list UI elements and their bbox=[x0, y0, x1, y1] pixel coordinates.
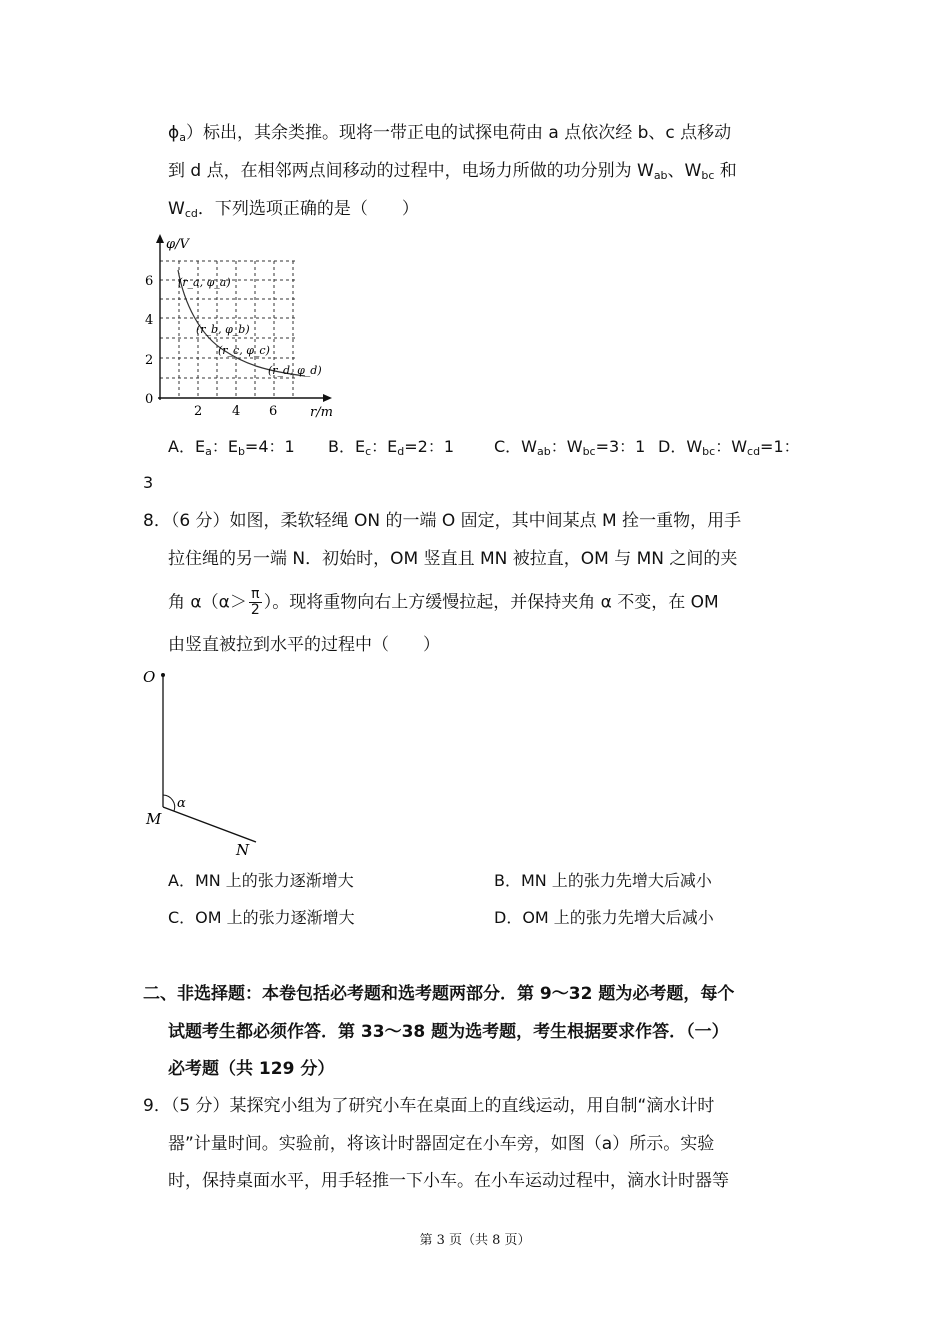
q8-option-d: D．OM 上的张力先增大后减小 bbox=[494, 908, 714, 927]
q9-line-1: 9．（5 分）某探究小组为了研究小车在桌面上的直线运动，用自制“滴水计时 bbox=[143, 1096, 715, 1116]
q8-option-b: B．MN 上的张力先增大后减小 bbox=[494, 871, 712, 890]
q8-option-c: C．OM 上的张力逐渐增大 bbox=[168, 908, 355, 927]
label-O: O bbox=[143, 668, 156, 686]
q8-line-2: 拉住绳的另一端 N．初始时，OM 竖直且 MN 被拉直，OM 与 MN 之间的夹 bbox=[168, 549, 738, 569]
x-axis-label: r/m bbox=[310, 405, 333, 420]
point-d-label: (r_d, φ_d) bbox=[268, 364, 322, 377]
q8-option-a: A．MN 上的张力逐渐增大 bbox=[168, 871, 354, 890]
x-tick-label: 2 bbox=[194, 404, 203, 419]
q7-option-a: A．$E_a$：$E_b=4$：1 bbox=[168, 437, 295, 458]
point-c-label: (r_c, φ_c) bbox=[218, 344, 270, 357]
y-tick-label: 0 bbox=[145, 392, 154, 407]
label-N: N bbox=[236, 841, 250, 859]
q7-line-3: $W_{cd}$．下列选项正确的是（ ） bbox=[168, 199, 419, 220]
q7-option-c: C．$W_{ab}$：$W_{bc}=3$：1 bbox=[494, 437, 646, 458]
section-2-line-3: 必考题（共 129 分） bbox=[168, 1059, 335, 1079]
section-2-line-2: 试题考生都必须作答．第 33～38 题为选考题，考生根据要求作答．（一） bbox=[168, 1022, 729, 1042]
x-axis-arrow bbox=[323, 394, 332, 402]
q9-line-3: 时，保持桌面水平，用手轻推一下小车。在小车运动过程中，滴水计时器等 bbox=[168, 1171, 729, 1191]
label-alpha: α bbox=[177, 796, 186, 811]
q8-line-3: 角 α（α＞ $\frac{\pi}{2}$ ）。现将重物向右上方缓慢拉起，并保持夹角 α 不变，在 OM bbox=[168, 586, 719, 618]
q8-line-4: 由竖直被拉到水平的过程中（ ） bbox=[168, 635, 440, 655]
q7-line-2: 到 d 点，在相邻两点间移动的过程中，电场力所做的功分别为 $W_{ab}$、$W_{bc}$ 和 bbox=[168, 161, 737, 182]
point-a-label: (r_a, φ_a) bbox=[178, 276, 231, 289]
y-axis-label: φ/V bbox=[166, 237, 189, 252]
potential-graph bbox=[140, 228, 350, 423]
label-M: M bbox=[146, 810, 162, 828]
page-footer: 第 3 页（共 8 页） bbox=[419, 1233, 531, 1248]
pi-over-2-fraction: $\frac{\pi}{2}$ bbox=[250, 586, 260, 618]
q7-option-d-wrap: 3 bbox=[143, 473, 154, 492]
point-b-label: (r_b, φ_b) bbox=[196, 323, 250, 336]
q9-line-2: 器”计量时间。实验前，将该计时器固定在小车旁，如图（a）所示。实验 bbox=[168, 1134, 715, 1154]
rope-MN bbox=[163, 807, 256, 842]
q7-option-d: D．$W_{bc}$：$W_{cd}=1$： bbox=[658, 437, 800, 458]
y-tick-label: 2 bbox=[145, 353, 154, 368]
x-tick-label: 4 bbox=[232, 404, 241, 419]
y-tick-label: 6 bbox=[145, 274, 154, 289]
y-axis-arrow bbox=[156, 234, 164, 243]
rope-diagram bbox=[140, 662, 270, 862]
q7-line-1: $\phi_a$）标出，其余类推。现将一带正电的试探电荷由 a 点依次经 b、c 点移动 bbox=[168, 123, 732, 144]
q8-line-1: 8．（6 分）如图，柔软轻绳 ON 的一端 O 固定，其中间某点 M 拴一重物，用手 bbox=[143, 511, 742, 531]
y-tick-label: 4 bbox=[145, 313, 154, 328]
x-tick-label: 6 bbox=[269, 404, 278, 419]
q7-option-b: B．$E_c$：$E_d=2$：1 bbox=[328, 437, 455, 458]
section-2-line-1: 二、非选择题：本卷包括必考题和选考题两部分．第 9～32 题为必考题，每个 bbox=[143, 984, 735, 1004]
